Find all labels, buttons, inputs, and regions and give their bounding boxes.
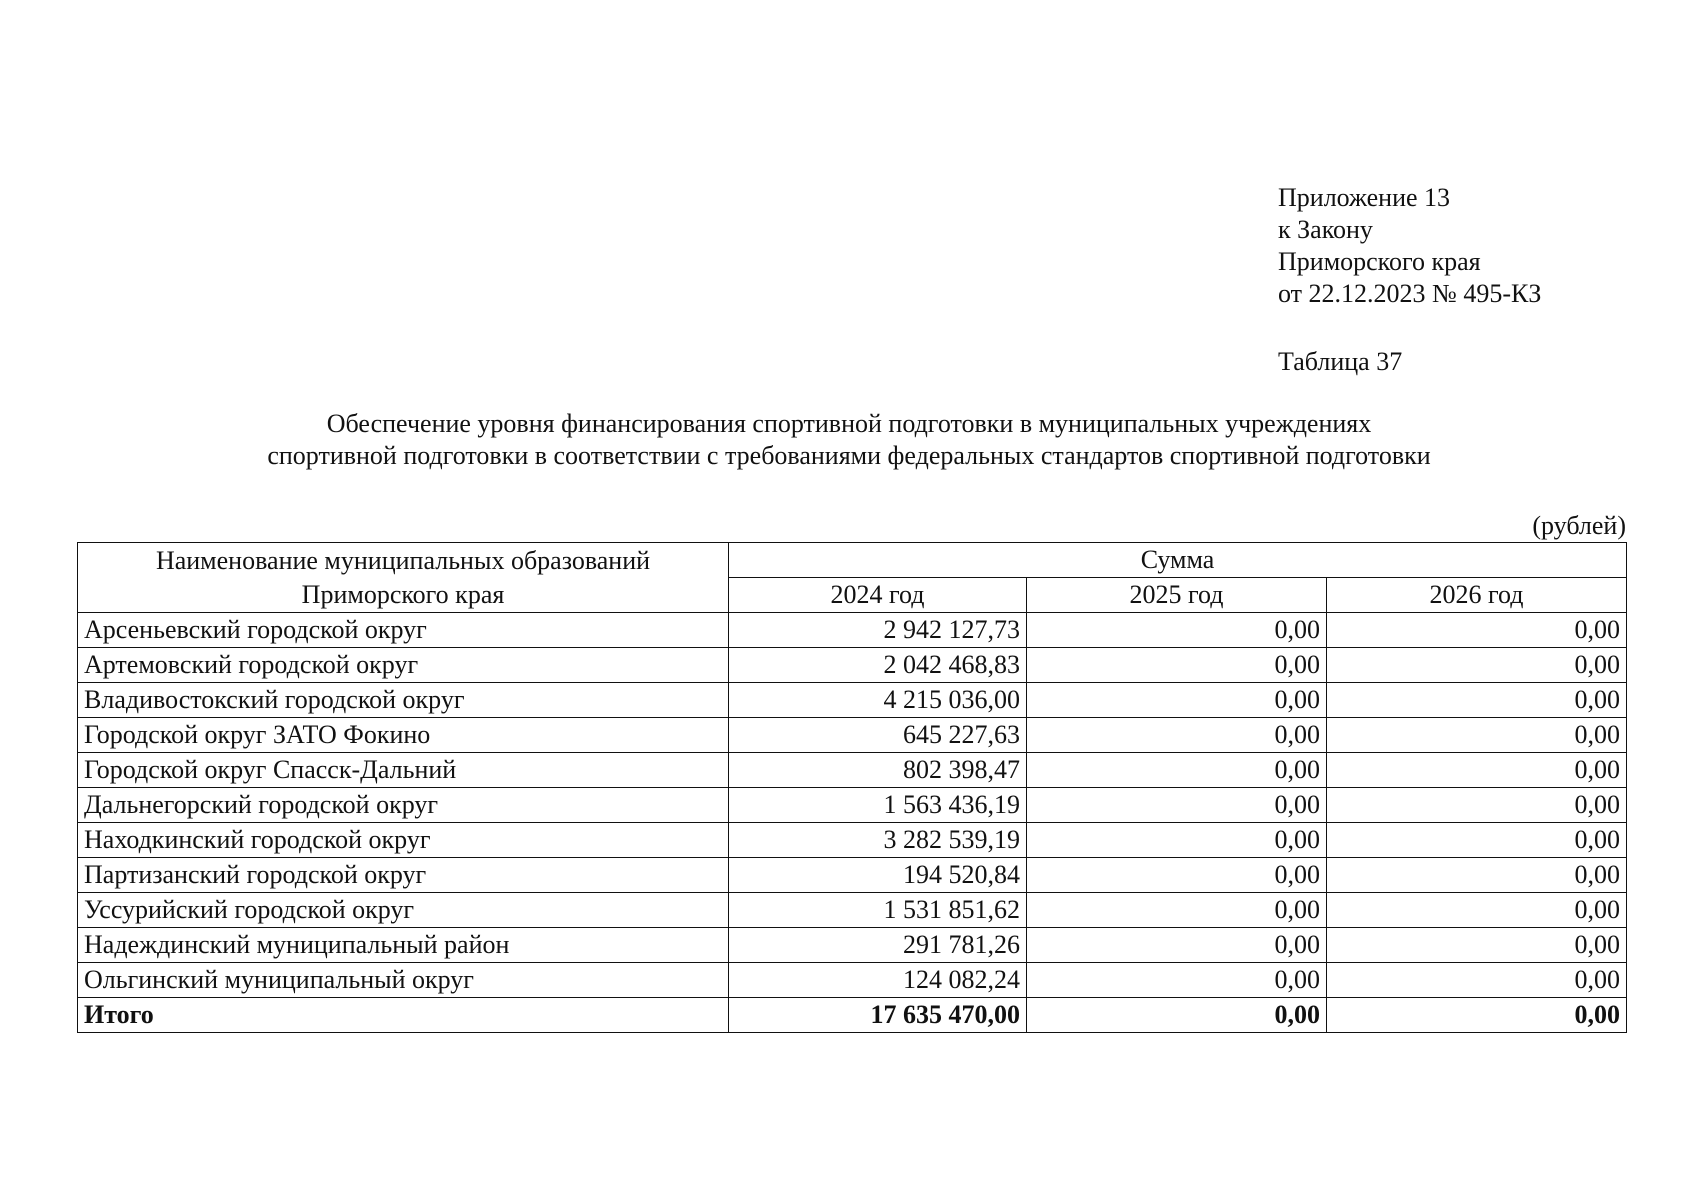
amount-2024: 1 563 436,19 — [729, 788, 1027, 823]
amount-2026: 0,00 — [1327, 858, 1627, 893]
amount-2025: 0,00 — [1027, 718, 1327, 753]
table-row — [78, 683, 1627, 718]
municipality-name: Арсеньевский городской округ — [78, 613, 729, 648]
amount-2024: 645 227,63 — [729, 718, 1027, 753]
document-title-line-1: Обеспечение уровня финансирования спортивной подготовки в муниципальных учреждениях — [326, 409, 1372, 438]
amount-2025: 0,00 — [1027, 823, 1327, 858]
table-row — [78, 788, 1627, 823]
amount-2024: 2 042 468,83 — [729, 648, 1027, 683]
total-2025: 0,00 — [1027, 998, 1327, 1033]
amount-2026: 0,00 — [1327, 893, 1627, 928]
amount-2025: 0,00 — [1027, 963, 1327, 998]
appendix-law-ref: к Закону — [1278, 215, 1373, 244]
municipality-name: Владивостокский городской округ — [78, 683, 729, 718]
amount-2025: 0,00 — [1027, 858, 1327, 893]
table-row — [78, 858, 1627, 893]
table-row — [78, 823, 1627, 858]
appendix-block — [1278, 182, 1541, 310]
municipality-header-line-2: Приморского края — [301, 579, 505, 609]
amount-2026: 0,00 — [1327, 928, 1627, 963]
document-title-line-2: спортивной подготовки в соответствии с требованиями федеральных стандартов спортивной подготовки — [267, 441, 1431, 470]
appendix-region: Приморского края — [1278, 247, 1481, 276]
table-row — [78, 963, 1627, 998]
table-row — [78, 753, 1627, 788]
appendix-law-date: от 22.12.2023 № 495-КЗ — [1278, 279, 1542, 308]
amount-2026: 0,00 — [1327, 823, 1627, 858]
total-2024: 17 635 470,00 — [729, 998, 1027, 1033]
amount-2026: 0,00 — [1327, 648, 1627, 683]
municipality-name: Артемовский городской округ — [78, 648, 729, 683]
amount-2026: 0,00 — [1327, 718, 1627, 753]
municipality-name: Надеждинский муниципальный район — [78, 928, 729, 963]
municipality-name: Ольгинский муниципальный округ — [78, 963, 729, 998]
municipality-name: Городской округ ЗАТО Фокино — [78, 718, 729, 753]
amount-2025: 0,00 — [1027, 893, 1327, 928]
amount-2025: 0,00 — [1027, 788, 1327, 823]
total-2026: 0,00 — [1327, 998, 1627, 1033]
year-2024-header: 2024 год — [729, 578, 1027, 613]
amount-2025: 0,00 — [1027, 753, 1327, 788]
total-label: Итого — [78, 998, 729, 1033]
table-row — [78, 718, 1627, 753]
year-2026-header: 2026 год — [1327, 578, 1627, 613]
amount-2024: 291 781,26 — [729, 928, 1027, 963]
amount-2024: 1 531 851,62 — [729, 893, 1027, 928]
amount-2026: 0,00 — [1327, 963, 1627, 998]
amount-2025: 0,00 — [1027, 928, 1327, 963]
amount-2025: 0,00 — [1027, 613, 1327, 648]
amount-2026: 0,00 — [1327, 753, 1627, 788]
table-row — [78, 613, 1627, 648]
municipality-name: Находкинский городской округ — [78, 823, 729, 858]
document-title — [0, 408, 1698, 472]
amount-2024: 124 082,24 — [729, 963, 1027, 998]
municipality-name: Дальнегорский городской округ — [78, 788, 729, 823]
table-row — [78, 893, 1627, 928]
amount-2024: 194 520,84 — [729, 858, 1027, 893]
amount-2026: 0,00 — [1327, 788, 1627, 823]
appendix-number: Приложение 13 — [1278, 183, 1451, 212]
funding-table — [77, 542, 1627, 1033]
amount-2024: 4 215 036,00 — [729, 683, 1027, 718]
amount-2026: 0,00 — [1327, 613, 1627, 648]
amount-2026: 0,00 — [1327, 683, 1627, 718]
table-header-row — [78, 543, 1627, 578]
table-number: Таблица 37 — [1278, 347, 1403, 376]
municipality-header-line-1: Наименование муниципальных образований — [155, 545, 651, 575]
table-row — [78, 648, 1627, 683]
municipality-name: Уссурийский городской округ — [78, 893, 729, 928]
municipality-name: Партизанский городской округ — [78, 858, 729, 893]
amount-2024: 802 398,47 — [729, 753, 1027, 788]
amount-2024: 2 942 127,73 — [729, 613, 1027, 648]
amount-2025: 0,00 — [1027, 683, 1327, 718]
sum-column-header: Сумма — [729, 543, 1627, 578]
municipality-name: Городской округ Спасск-Дальний — [78, 753, 729, 788]
table-total-row — [78, 998, 1627, 1033]
amount-2025: 0,00 — [1027, 648, 1327, 683]
table-row — [78, 928, 1627, 963]
units-label: (рублей) — [1532, 511, 1626, 540]
amount-2024: 3 282 539,19 — [729, 823, 1027, 858]
year-2025-header: 2025 год — [1027, 578, 1327, 613]
municipality-column-header — [78, 543, 729, 613]
